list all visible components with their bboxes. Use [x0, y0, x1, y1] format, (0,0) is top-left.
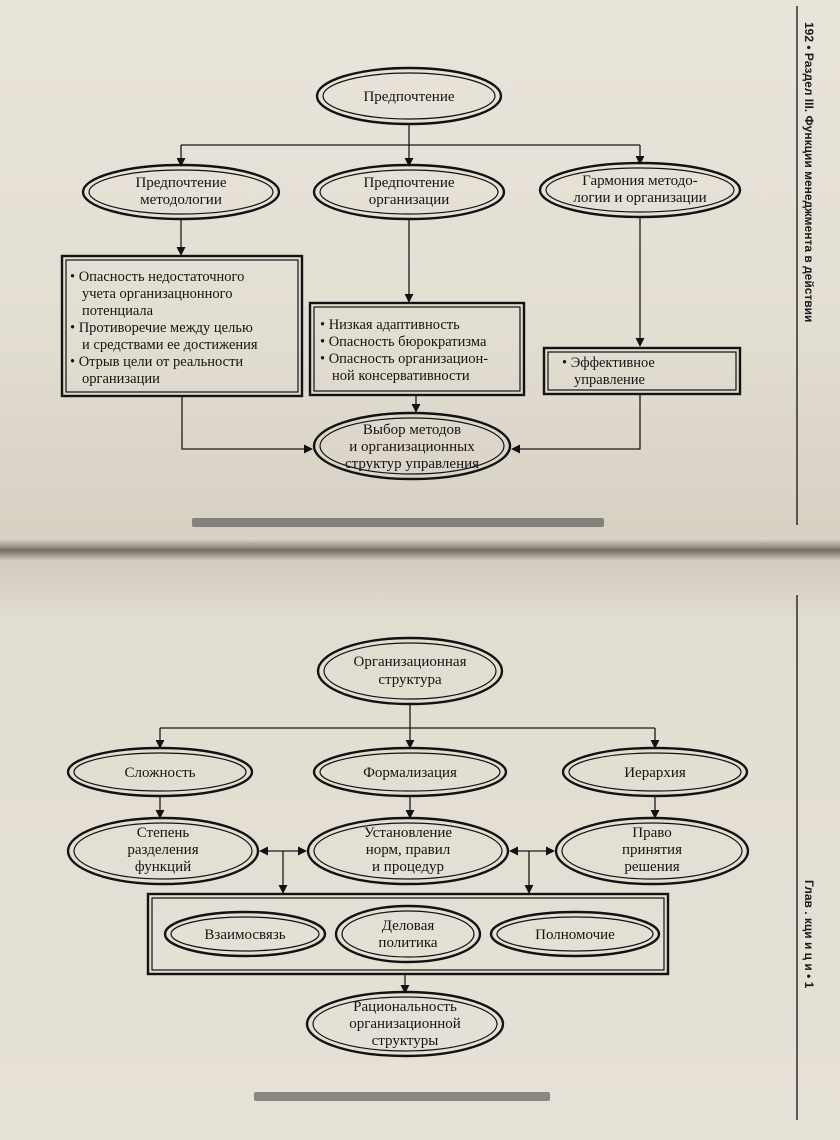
- node-norms-line: Установление: [363, 825, 453, 841]
- node-division-of-functions: [68, 818, 258, 884]
- box-left-line: • Отрыв цели от реальности: [70, 354, 244, 370]
- box-right-line: управление: [574, 372, 645, 388]
- node-organization-line2: организации: [368, 192, 450, 208]
- node-decision-right: [556, 818, 748, 884]
- box-left-line: организации: [82, 371, 160, 387]
- node-formalization: [314, 748, 506, 796]
- node-right-line: Право: [632, 825, 672, 841]
- box-left-line: потенциала: [82, 303, 154, 319]
- node-harmony-line1: Гармония методо-: [582, 173, 698, 189]
- node-choice-of-methods: [314, 413, 510, 479]
- node-authority-label: Полномочие: [535, 927, 615, 943]
- running-header: 192 • Раздел III. Функции менеджмента в действии: [802, 22, 816, 323]
- box-left-line: учета организацнонного: [82, 286, 233, 302]
- node-norms-line: норм, правил: [365, 842, 451, 858]
- node-preference: [317, 68, 501, 124]
- node-org-structure-line: структура: [378, 672, 442, 688]
- bottom-diagram: [68, 595, 816, 1120]
- node-right-line: принятия: [622, 842, 682, 858]
- node-choice-line: структур управления: [344, 456, 480, 472]
- box-left-line: и средствами ее достижения: [82, 337, 258, 353]
- node-interrelation: [165, 912, 325, 956]
- node-organization: [314, 165, 504, 219]
- node-division-line: разделения: [127, 842, 199, 858]
- box-center-line: • Опасность бюрократизма: [320, 334, 487, 350]
- node-rationality-line: организационной: [349, 1016, 461, 1032]
- node-policy-line: политика: [378, 935, 438, 951]
- node-establishing-norms: [308, 818, 508, 884]
- box-center-line: ной консервативности: [332, 368, 470, 384]
- node-methodology-line2: методологии: [140, 192, 222, 208]
- node-organization-line1: Предпочтение: [363, 175, 455, 191]
- node-norms-line: и процедур: [372, 859, 444, 875]
- node-formalization-label: Формализация: [363, 765, 457, 781]
- box-harmony-result: [544, 348, 740, 394]
- node-harmony-line2: логии и организации: [573, 190, 707, 206]
- node-rationality-line: Рациональность: [353, 999, 457, 1015]
- node-hierarchy-label: Иерархия: [624, 765, 686, 781]
- node-methodology-line1: Предпочтение: [135, 175, 227, 191]
- box-left-line: • Противоречие между целью: [70, 320, 253, 336]
- node-choice-line: и организационных: [349, 439, 475, 455]
- arrow: [512, 394, 640, 449]
- box-center-line: • Опасность организацион-: [320, 351, 489, 367]
- node-methodology: [83, 165, 279, 219]
- side-text: Глав . кци и ц и • 1: [802, 880, 816, 989]
- node-hierarchy: [563, 748, 747, 796]
- node-rationality-line: структуры: [371, 1033, 439, 1049]
- node-org-structure-line: Организационная: [353, 654, 467, 670]
- box-left-line: • Опасность недостаточного: [70, 269, 245, 285]
- node-division-line: Степень: [136, 825, 190, 841]
- figure-caption-faded: [254, 1092, 550, 1101]
- node-harmony: [540, 163, 740, 217]
- node-right-line: решения: [624, 859, 680, 875]
- node-authority: [491, 912, 659, 956]
- node-business-policy: [336, 906, 480, 962]
- node-complexity-label: Сложность: [124, 765, 196, 781]
- node-policy-line: Деловая: [381, 918, 435, 934]
- node-interrelation-label: Взаимосвязь: [204, 927, 286, 943]
- top-diagram: [62, 6, 816, 527]
- figure-caption-faded: [192, 518, 604, 527]
- box-right-line: • Эффективное: [562, 355, 655, 371]
- arrow: [182, 396, 312, 449]
- box-organization-risks: [310, 303, 524, 395]
- node-rationality: [307, 992, 503, 1056]
- node-complexity: [68, 748, 252, 796]
- node-choice-line: Выбор методов: [362, 422, 462, 438]
- node-division-line: функций: [134, 859, 192, 875]
- node-preference-label: Предпочтение: [363, 89, 455, 105]
- node-org-structure: [318, 638, 502, 704]
- box-methodology-risks: [62, 256, 302, 396]
- box-center-line: • Низкая адаптивность: [320, 317, 460, 333]
